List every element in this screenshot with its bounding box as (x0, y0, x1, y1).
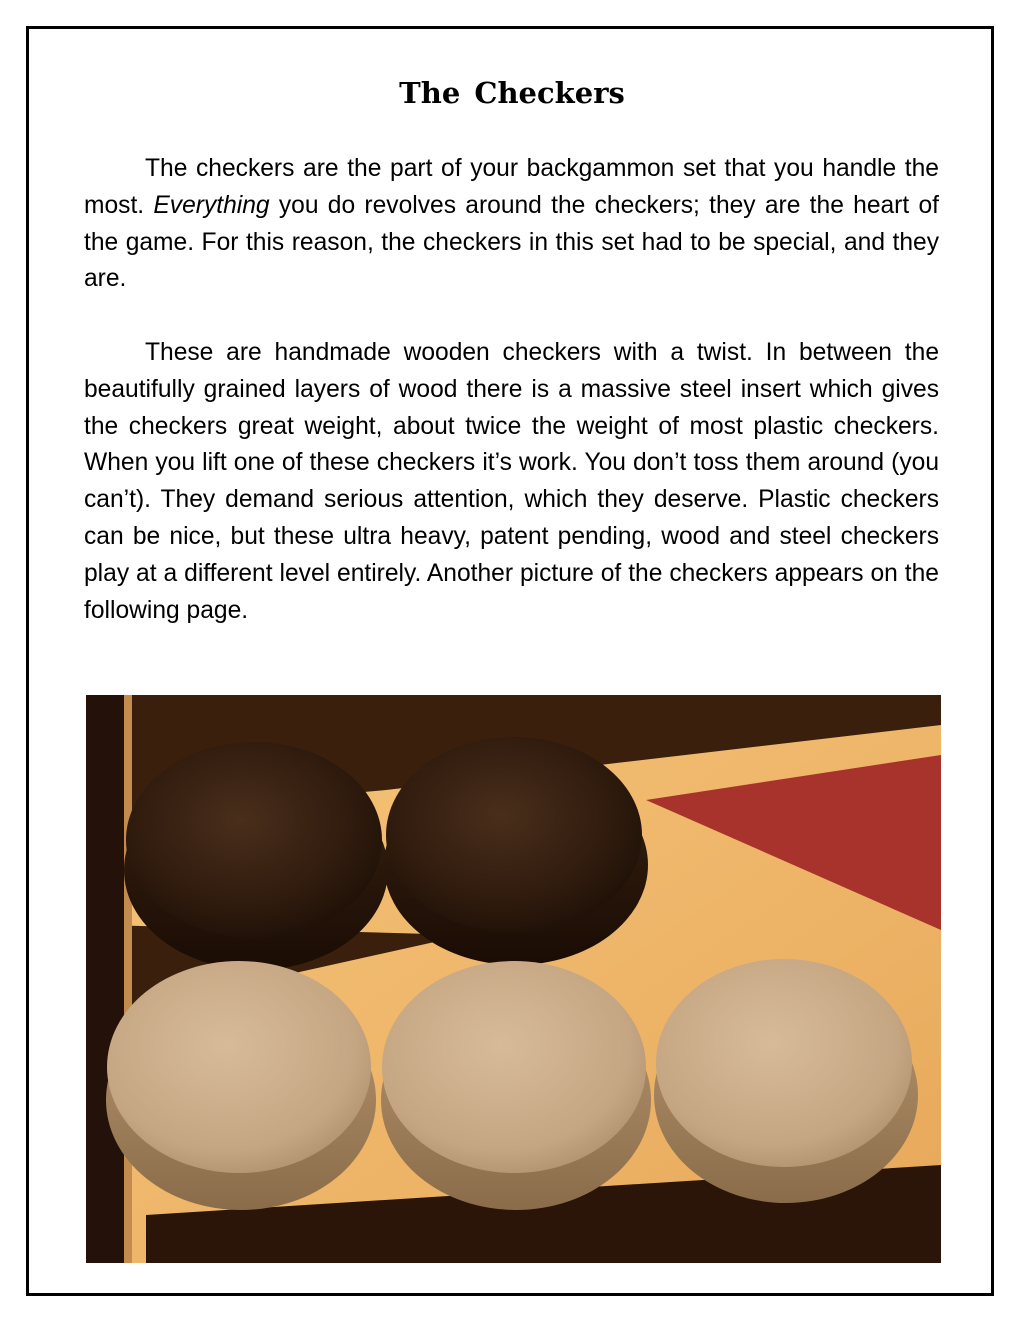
dark-checker-1 (124, 742, 388, 970)
board-rail-edge (124, 695, 132, 1263)
paragraph-intro-emphasis: Everything (153, 191, 270, 219)
light-checker-3 (654, 959, 918, 1203)
paragraph-intro (84, 151, 939, 298)
dark-checker-2 (384, 737, 648, 965)
paragraph-description: These are handmade wooden checkers with a twist. In between the beautifully grained layers of wood there is a massive steel insert which gives the checkers great weight, about twice the weight of most plastic checkers. When you lift one of these checkers it’s work. You don’t toss them around (you can’t). They demand serious attention, which they deserve. Plastic checkers can be nice, but these ultra heavy, patent pending, wood and steel checkers play at a different level entirely. Another picture of the checkers appears on the following page. (84, 339, 939, 624)
paragraph-intro-text-1: The checkers are the part of your backgammon set that you handle the most. (84, 155, 939, 219)
board-left-rail (86, 695, 126, 1263)
light-checker-1 (106, 961, 376, 1210)
paragraph-intro-text-2: you do revolves around the checkers; they are the heart of the game. For this reason, the checkers in this set had to be special, and they are. (84, 191, 939, 293)
checkers-photo (86, 695, 941, 1263)
page-title: The Checkers (399, 76, 625, 110)
light-checker-2 (381, 961, 651, 1210)
